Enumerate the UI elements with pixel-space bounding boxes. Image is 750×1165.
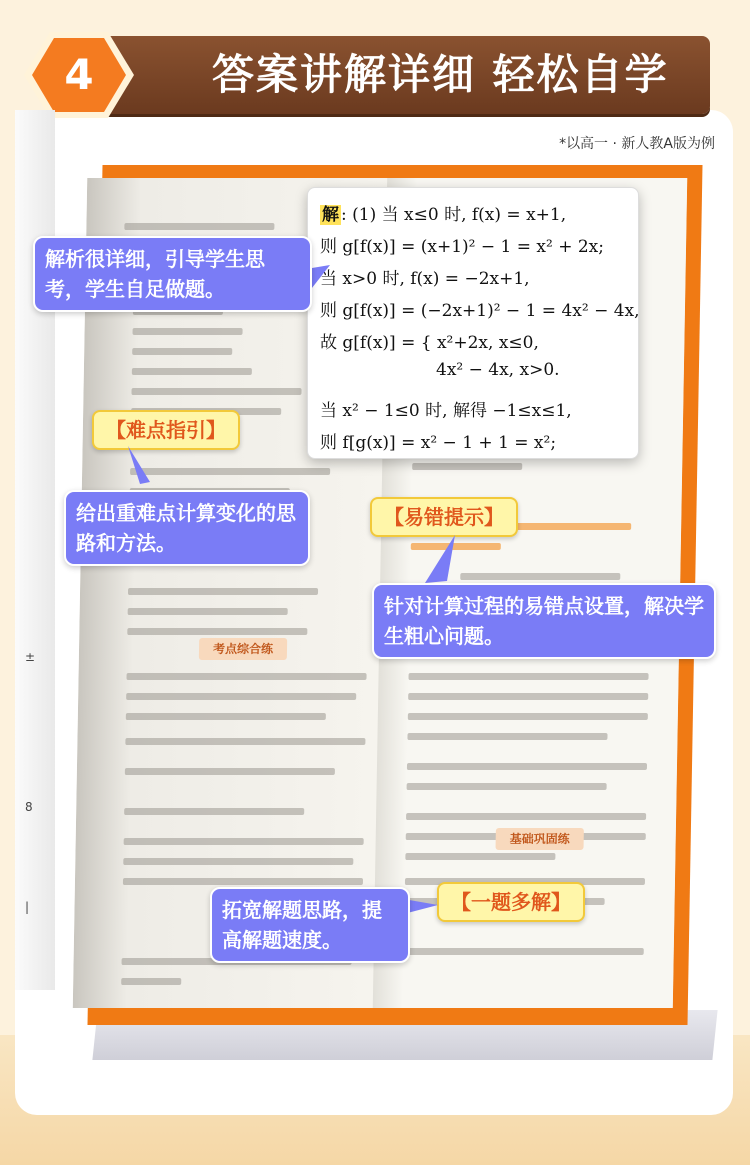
tag-mistakes: 【易错提示】 — [370, 497, 518, 537]
callout-detail: 解析很详细，引导学生思考，学生自足做题。 — [33, 236, 312, 312]
callout-difficulty: 给出重难点计算变化的思路和方法。 — [64, 490, 310, 566]
section-number: 4 — [64, 50, 94, 99]
edition-note: *以高一 · 新人教A版为例 — [559, 136, 715, 152]
side-text: | — [25, 900, 30, 914]
callout-methods: 拓宽解题思路，提高解题速度。 — [210, 887, 410, 963]
solution-line-3: 当 x>0 时, f(x) = −2x+1, — [320, 269, 530, 289]
solution-line-4: 则 g[f(x)] = (−2x+1)² − 1 = 4x² − 4x, — [320, 301, 640, 321]
solution-line-5: 故 g[f(x)] = { x²+2x, x≤0, — [320, 333, 539, 353]
side-text: 8 — [25, 800, 33, 814]
solution-line-7: 当 x² − 1≤0 时, 解得 −1≤x≤1, — [320, 401, 572, 421]
side-text: ± — [25, 650, 36, 664]
section-tag-left: 考点综合练 — [199, 638, 287, 660]
callout-mistakes: 针对计算过程的易错点设置，解决学生粗心问题。 — [372, 583, 716, 659]
tag-difficulty: 【难点指引】 — [92, 410, 240, 450]
section-tag-right: 基础巩固练 — [496, 828, 584, 850]
solution-label: 解 — [322, 205, 339, 225]
solution-line-8: 则 f[g(x)] = x² − 1 + 1 = x²; — [320, 433, 557, 453]
header-bar — [82, 36, 710, 114]
solution-line-6: 4x² − 4x, x>0. — [436, 360, 560, 380]
solution-line-2: 则 g[f(x)] = (x+1)² − 1 = x² + 2x; — [320, 237, 604, 257]
tag-multi-solution: 【一题多解】 — [437, 882, 585, 922]
callout-pointer — [425, 535, 465, 585]
solution-box — [307, 187, 639, 459]
solution-line-1: (1) 当 x≤0 时, f(x) = x+1, — [352, 205, 567, 225]
callout-pointer — [120, 446, 150, 486]
solution-line: 解 : (1) 当 x≤0 时, f(x) = x+1, — [322, 205, 567, 225]
section-header — [22, 28, 710, 120]
header-title: 答案讲解详细 轻松自学 — [212, 50, 669, 99]
